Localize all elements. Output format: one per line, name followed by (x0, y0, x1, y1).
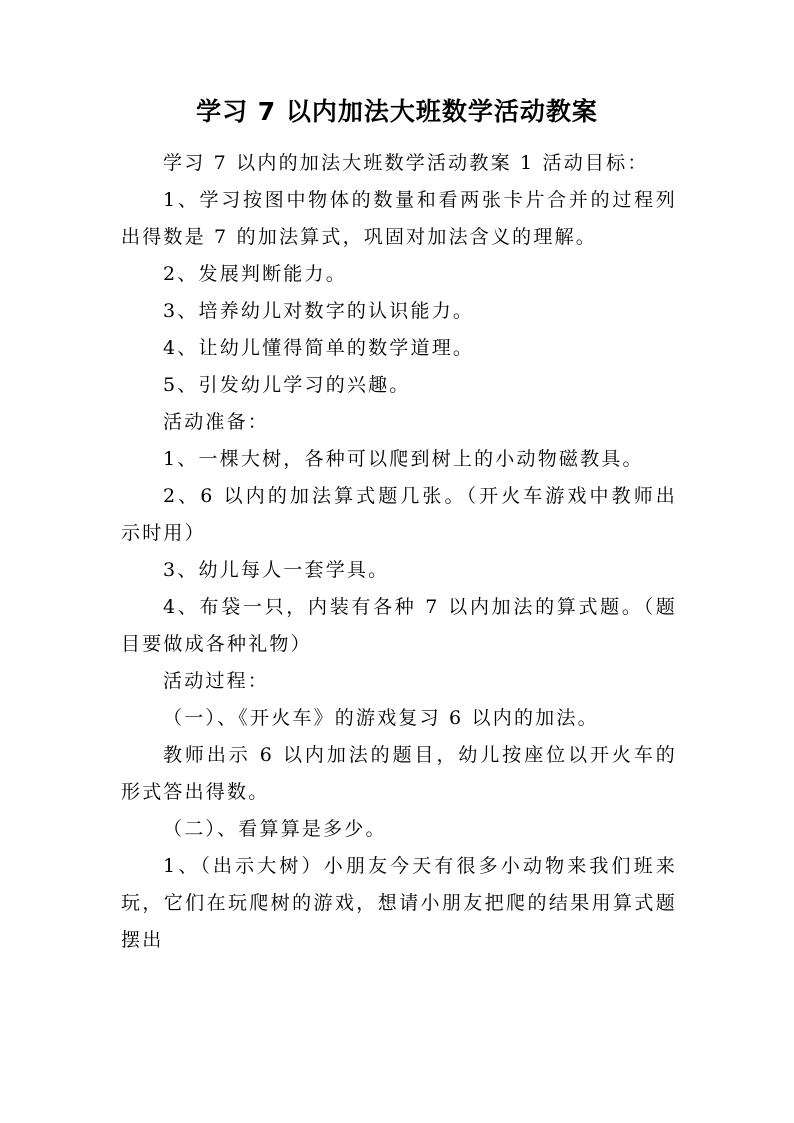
paragraph-prep-1: 1、一棵大树，各种可以爬到树上的小动物磁教具。 (163, 448, 644, 470)
paragraph-goal-3: 3、培养幼儿对数字的认识能力。 (163, 300, 475, 322)
paragraph-goal-2: 2、发展判断能力。 (163, 263, 347, 285)
paragraph-prep-4: 4、布袋一只，内装有各种 7 以内加法的算式题。（题目要做成各种礼物） (121, 596, 677, 655)
document-body (121, 145, 677, 959)
paragraph-process-2: （二）、看算算是多少。 (163, 818, 387, 840)
paragraph-goal-1: 1、学习按图中物体的数量和看两张卡片合并的过程列出得数是 7 的加法算式，巩固对加法含义的理解。 (121, 189, 677, 248)
document-title: 学习 7 以内加法大班数学活动教案 (196, 97, 598, 126)
paragraph-intro: 学习 7 以内的加法大班数学活动教案 1 活动目标： (163, 152, 649, 174)
paragraph-process-1: （一）、《开火车》的游戏复习 6 以内的加法。 (163, 707, 599, 729)
paragraph-process-1-detail: 教师出示 6 以内加法的题目，幼儿按座位以开火车的形式答出得数。 (121, 744, 677, 803)
paragraph-goal-5: 5、引发幼儿学习的兴趣。 (163, 374, 411, 396)
heading-preparation: 活动准备： (163, 411, 270, 433)
paragraph-prep-2: 2、6 以内的加法算式题几张。（开火车游戏中教师出示时用） (121, 485, 677, 544)
paragraph-process-2-detail: 1、（出示大树）小朋友今天有很多小动物来我们班来玩，它们在玩爬树的游戏，想请小朋友把爬的结果用算式题摆出 (121, 855, 677, 951)
heading-process: 活动过程： (163, 670, 270, 692)
paragraph-prep-3: 3、幼儿每人一套学具。 (163, 559, 390, 581)
paragraph-goal-4: 4、让幼儿懂得简单的数学道理。 (163, 337, 475, 359)
